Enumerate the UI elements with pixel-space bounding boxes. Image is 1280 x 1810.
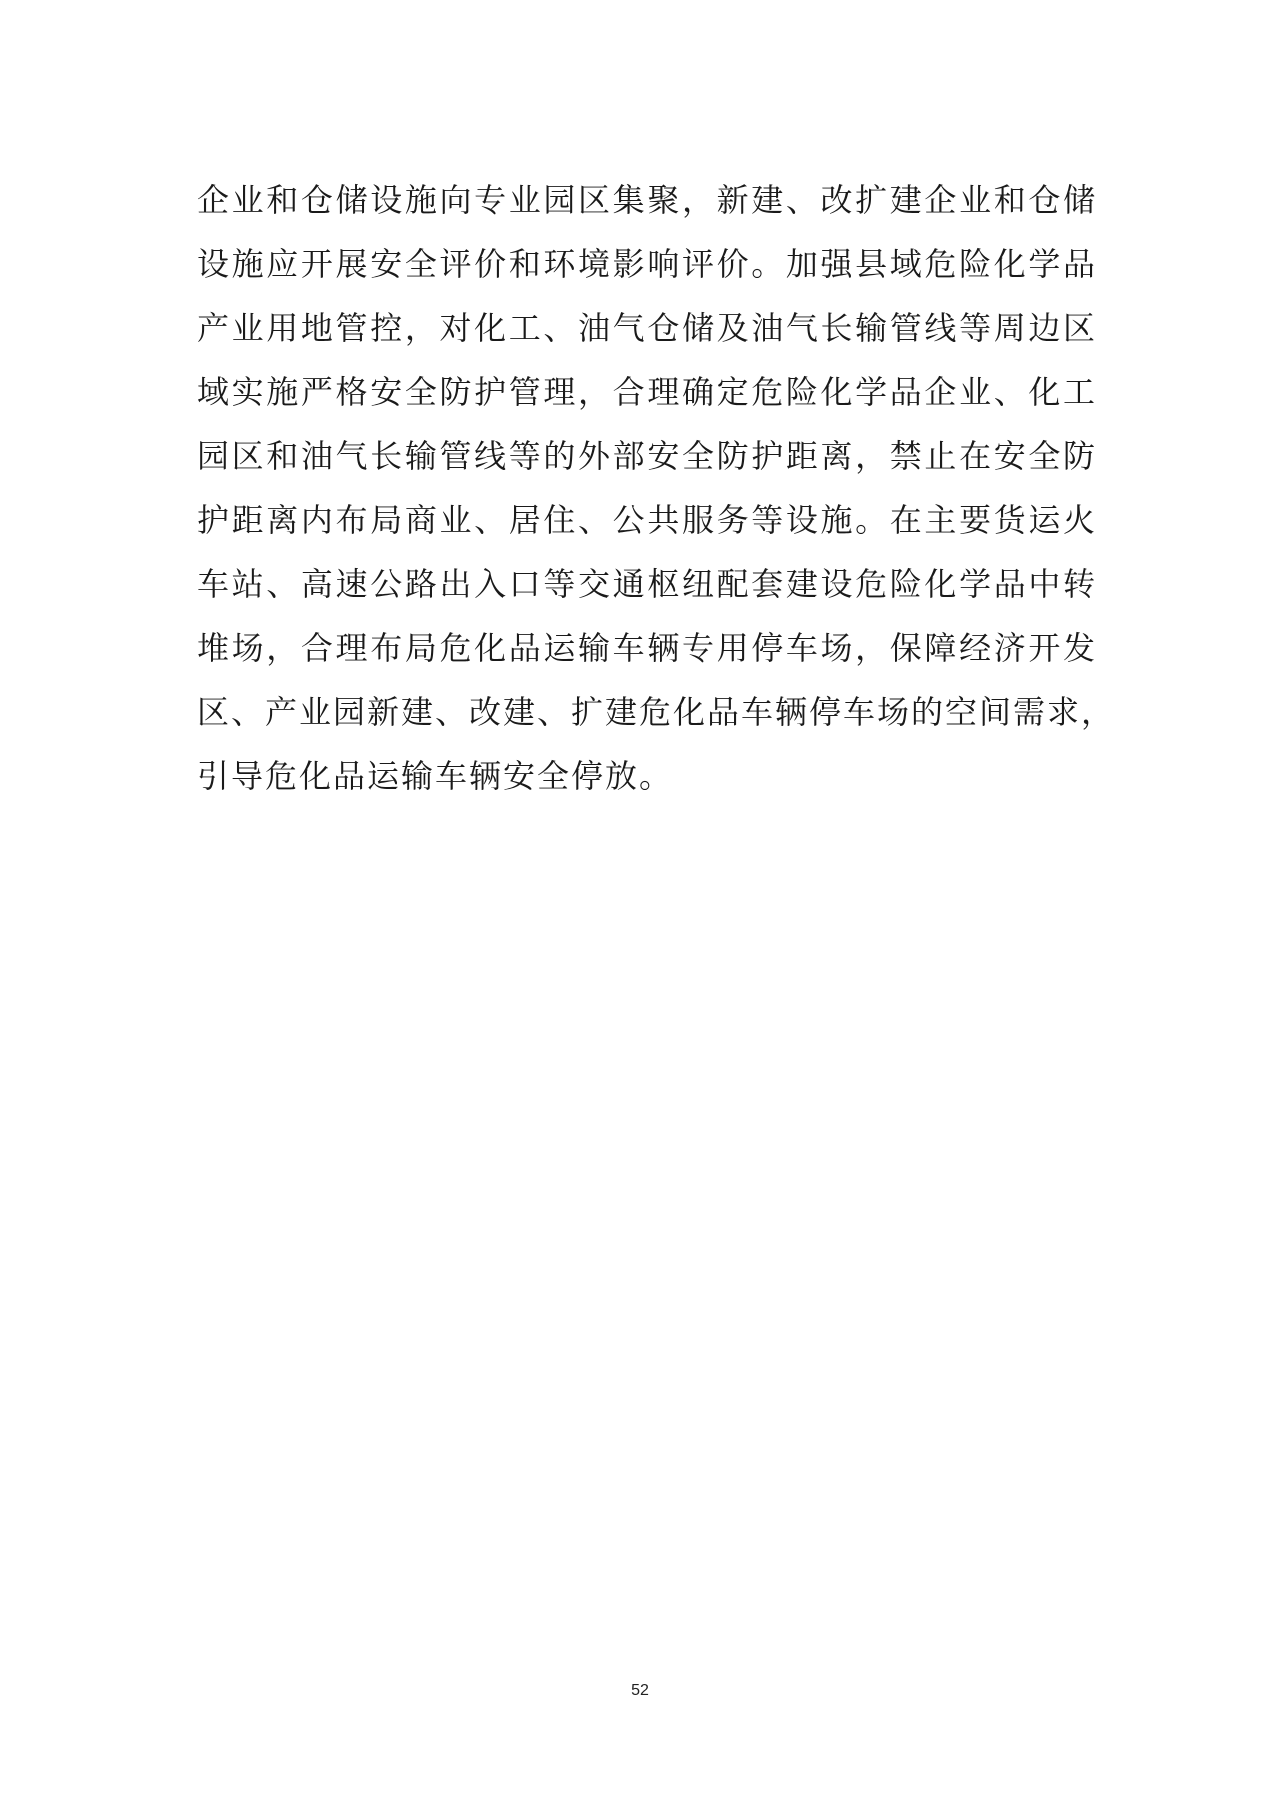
text-line: 堆场，合理布局危化品运输车辆专用停车场，保障经济开发 <box>197 629 1097 667</box>
text-line-last: 引导危化品运输车辆安全停放。 <box>197 757 674 795</box>
text-line: 域实施严格安全防护管理，合理确定危险化学品企业、化工 <box>197 373 1097 411</box>
text-line: 产业用地管控，对化工、油气仓储及油气长输管线等周边区 <box>197 309 1097 347</box>
page-number: 52 <box>631 1682 649 1699</box>
text-line: 车站、高速公路出入口等交通枢纽配套建设危险化学品中转 <box>197 565 1097 603</box>
text-line: 企业和仓储设施向专业园区集聚，新建、改扩建企业和仓储 <box>197 181 1097 219</box>
body-paragraph <box>197 168 1116 808</box>
text-line: 设施应开展安全评价和环境影响评价。加强县域危险化学品 <box>197 245 1097 283</box>
text-line: 区、产业园新建、改建、扩建危化品车辆停车场的空间需求， <box>197 693 1116 731</box>
text-line: 园区和油气长输管线等的外部安全防护距离，禁止在安全防 <box>197 437 1097 475</box>
text-line: 护距离内布局商业、居住、公共服务等设施。在主要货运火 <box>197 501 1097 539</box>
